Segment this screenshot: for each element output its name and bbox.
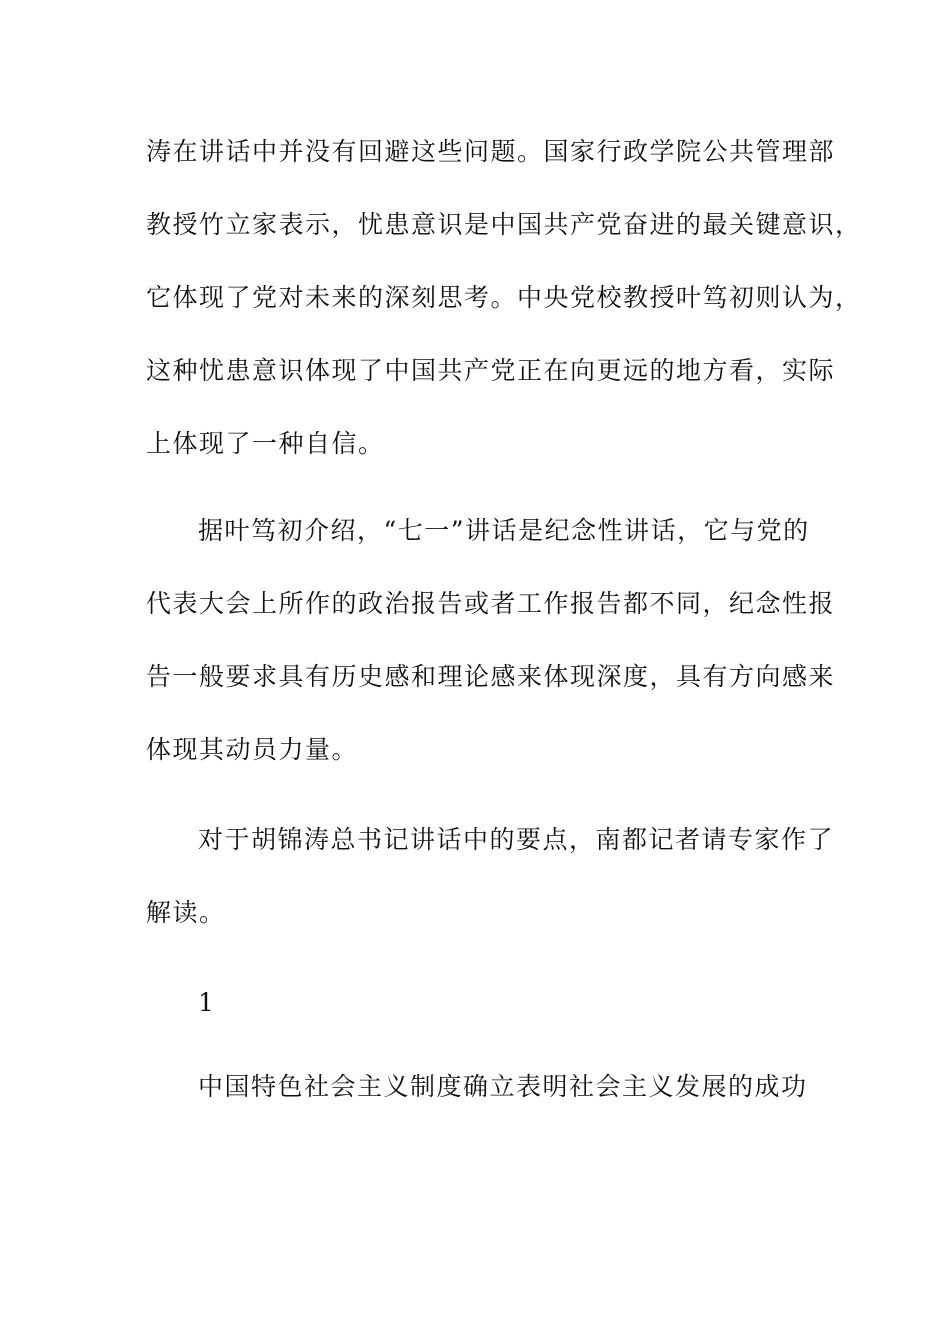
text-line: 代表大会上所作的政治报告或者工作报告都不同，纪念性报 bbox=[146, 589, 836, 618]
text-line: 教授竹立家表示，忧患意识是中国共产党奋进的最关键意识， bbox=[146, 210, 862, 239]
text-line: 告一般要求具有历史感和理论感来体现深度，具有方向感来 bbox=[146, 662, 836, 691]
paragraph-1 bbox=[146, 115, 862, 480]
text-line: 1 bbox=[198, 988, 216, 1017]
text-line: 据叶笃初介绍，“七一”讲话是纪念性讲话，它与党的 bbox=[198, 516, 810, 545]
text-line: 解读。 bbox=[146, 898, 226, 927]
paragraph-2 bbox=[146, 494, 836, 786]
text-line: 上体现了一种自信。 bbox=[146, 429, 385, 458]
text-line: 对于胡锦涛总书记讲话中的要点，南都记者请专家作了 bbox=[198, 825, 835, 854]
text-line: 这种忧患意识体现了中国共产党正在向更远的地方看，实际 bbox=[146, 356, 836, 385]
text-line: 体现其动员力量。 bbox=[146, 735, 359, 764]
text-line: 中国特色社会主义制度确立表明社会主义发展的成功 bbox=[198, 1072, 808, 1101]
text-line: 涛在讲话中并没有回避这些问题。国家行政学院公共管理部 bbox=[146, 137, 836, 166]
section-heading bbox=[146, 1050, 826, 1123]
paragraph-3 bbox=[146, 803, 835, 949]
section-number bbox=[146, 966, 826, 1039]
text-line: 它体现了党对未来的深刻思考。中央党校教授叶笃初则认为， bbox=[146, 283, 862, 312]
